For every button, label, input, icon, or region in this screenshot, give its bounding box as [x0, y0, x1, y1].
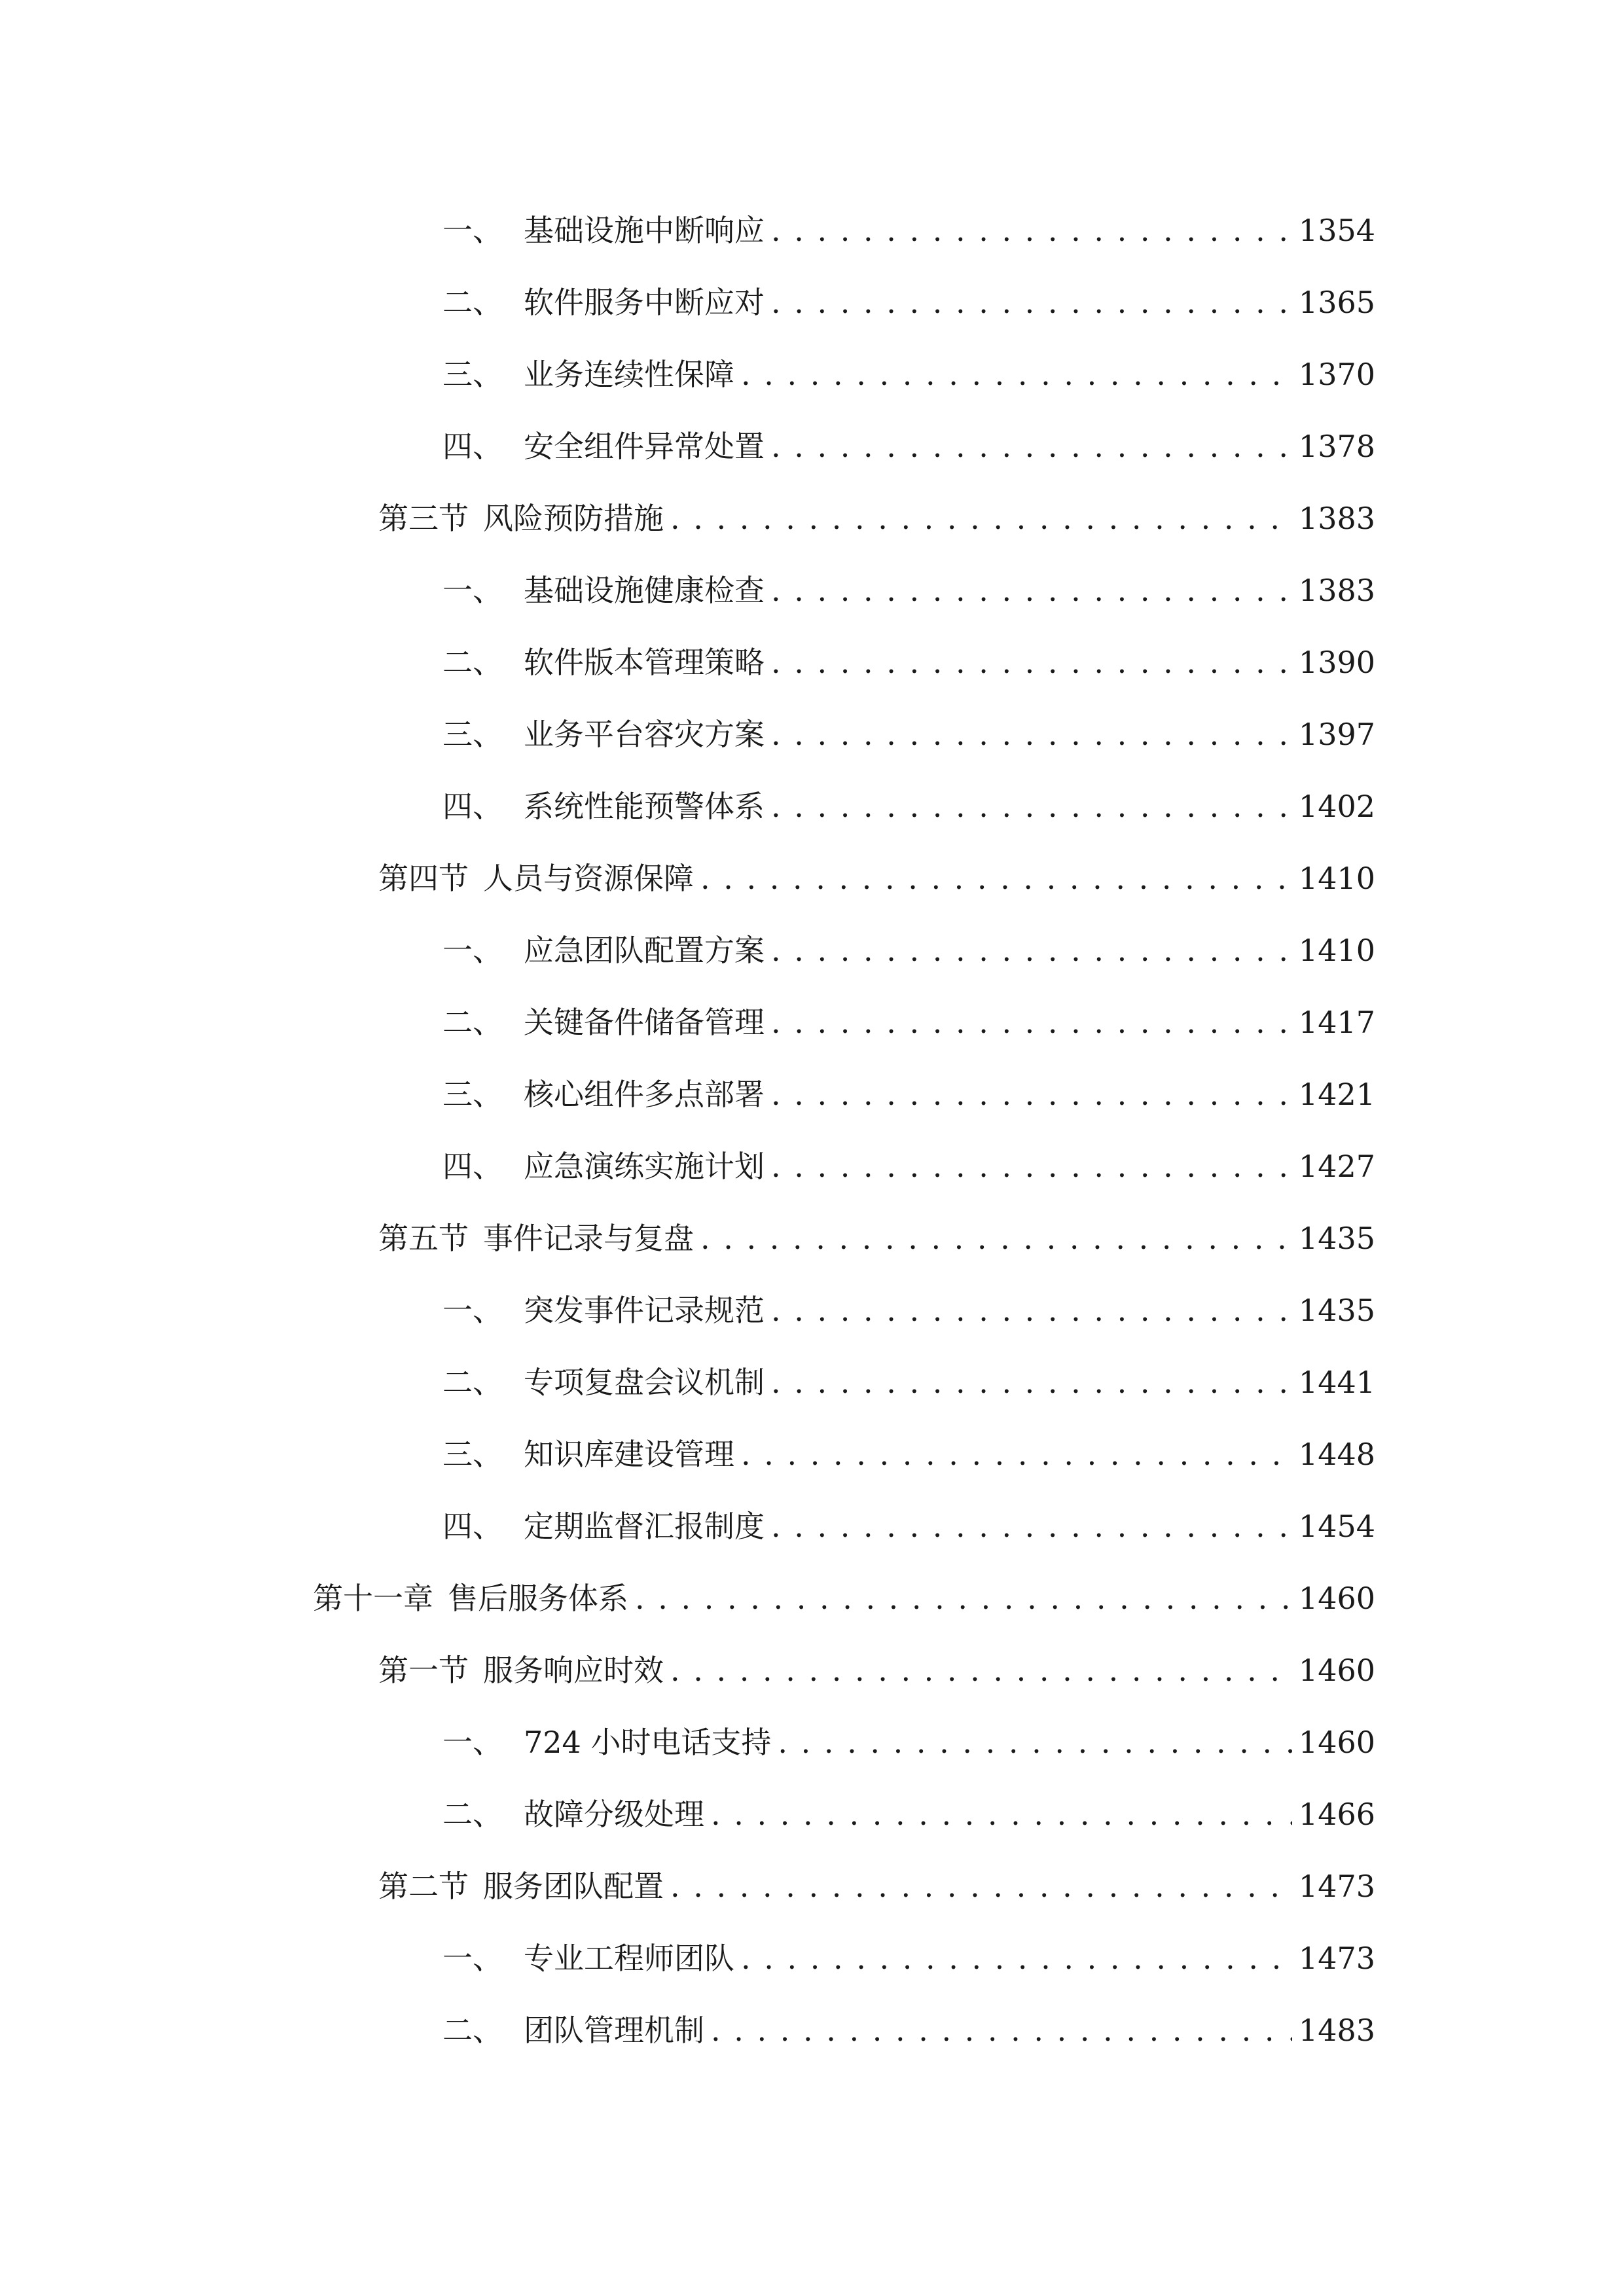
toc-entry[interactable]	[378, 852, 1375, 905]
entry-number: 一、	[442, 1941, 503, 1976]
entry-number: 一、	[442, 1725, 503, 1760]
dot-leader	[741, 1932, 1292, 1984]
dot-leader	[670, 1860, 1292, 1912]
dot-leader	[771, 924, 1292, 977]
dot-leader	[771, 636, 1292, 689]
entry-number: 第四节	[378, 861, 469, 896]
entry-title: 定期监督汇报制度	[524, 1509, 765, 1544]
entry-page-number: 1421	[1298, 1077, 1375, 1112]
entry-page-number: 1435	[1298, 1293, 1375, 1328]
entry-number: 一、	[442, 573, 503, 608]
toc-entry[interactable]	[442, 1356, 1375, 1408]
toc-entry[interactable]	[442, 2004, 1375, 2056]
entry-title: 软件版本管理策略	[524, 645, 765, 680]
entry-number: 二、	[442, 1797, 503, 1832]
toc-entry[interactable]	[442, 636, 1375, 689]
entry-page-number: 1473	[1298, 1941, 1375, 1976]
entry-page-number: 1448	[1298, 1437, 1375, 1472]
dot-leader	[741, 1428, 1292, 1480]
entry-number: 一、	[442, 1293, 503, 1328]
entry-title: 关键备件储备管理	[524, 1005, 765, 1040]
entry-page-number: 1460	[1298, 1653, 1375, 1688]
entry-number: 第一节	[378, 1653, 469, 1688]
entry-title: 故障分级处理	[524, 1797, 704, 1832]
entry-page-number: 1354	[1298, 213, 1375, 248]
toc-entry[interactable]	[378, 1860, 1375, 1912]
entry-page-number: 1370	[1298, 357, 1375, 392]
entry-title: 基础设施中断响应	[524, 213, 765, 248]
entry-page-number: 1378	[1298, 429, 1375, 464]
entry-number: 一、	[442, 213, 503, 248]
entry-page-number: 1417	[1298, 1005, 1375, 1040]
entry-number: 第三节	[378, 501, 469, 536]
toc-entry[interactable]	[442, 348, 1375, 401]
entry-number: 二、	[442, 285, 503, 320]
entry-page-number: 1427	[1298, 1149, 1375, 1184]
entry-number: 四、	[442, 1149, 503, 1184]
dot-leader	[771, 564, 1292, 617]
toc-entry[interactable]	[442, 1428, 1375, 1480]
toc-entry[interactable]	[442, 1716, 1375, 1768]
toc-entry[interactable]	[442, 780, 1375, 833]
dot-leader	[771, 1068, 1292, 1121]
entry-title: 应急演练实施计划	[524, 1149, 765, 1184]
entry-number: 二、	[442, 645, 503, 680]
toc-entry[interactable]	[442, 204, 1375, 257]
dot-leader	[771, 1140, 1292, 1193]
dot-leader	[700, 852, 1292, 905]
entry-page-number: 1402	[1298, 789, 1375, 824]
entry-number: 二、	[442, 1005, 503, 1040]
entry-page-number: 1460	[1298, 1581, 1375, 1616]
entry-page-number: 1397	[1298, 717, 1375, 752]
dot-leader	[771, 1500, 1292, 1552]
entry-page-number: 1473	[1298, 1869, 1375, 1904]
entry-title: 突发事件记录规范	[524, 1293, 765, 1328]
toc-entry[interactable]	[442, 708, 1375, 761]
entry-title: 软件服务中断应对	[524, 285, 765, 320]
entry-title: 风险预防措施	[483, 501, 664, 536]
entry-number: 四、	[442, 1509, 503, 1544]
entry-title: 服务团队配置	[483, 1869, 664, 1904]
entry-page-number: 1410	[1298, 861, 1375, 896]
entry-title: 核心组件多点部署	[524, 1077, 765, 1112]
toc-entry[interactable]	[313, 1572, 1375, 1624]
entry-number: 二、	[442, 2013, 503, 2048]
dot-leader	[771, 1356, 1292, 1408]
entry-page-number: 1383	[1298, 501, 1375, 536]
entry-number: 四、	[442, 789, 503, 824]
entry-number: 一、	[442, 933, 503, 968]
toc-entry[interactable]	[442, 1140, 1375, 1193]
dot-leader	[711, 1788, 1292, 1840]
entry-title: 系统性能预警体系	[524, 789, 765, 824]
entry-page-number: 1390	[1298, 645, 1375, 680]
entry-title: 专项复盘会议机制	[524, 1365, 765, 1400]
dot-leader	[771, 708, 1292, 761]
dot-leader	[771, 276, 1292, 329]
toc-entry[interactable]	[442, 1284, 1375, 1336]
entry-page-number: 1466	[1298, 1797, 1375, 1832]
entry-title: 知识库建设管理	[524, 1437, 734, 1472]
entry-title: 724 小时电话支持	[524, 1725, 772, 1760]
entry-number: 第十一章	[313, 1581, 433, 1616]
toc-entry[interactable]	[442, 1788, 1375, 1840]
entry-number: 三、	[442, 717, 503, 752]
entry-page-number: 1454	[1298, 1509, 1375, 1544]
entry-number: 三、	[442, 1437, 503, 1472]
dot-leader	[711, 2004, 1292, 2056]
entry-number: 四、	[442, 429, 503, 464]
toc-entry[interactable]	[442, 1500, 1375, 1552]
dot-leader	[670, 1644, 1292, 1696]
toc-entry[interactable]	[378, 1212, 1375, 1265]
entry-title: 人员与资源保障	[483, 861, 694, 896]
dot-leader	[771, 420, 1292, 473]
entry-title: 售后服务体系	[448, 1581, 628, 1616]
toc-entry[interactable]	[442, 276, 1375, 329]
entry-title: 团队管理机制	[524, 2013, 704, 2048]
entry-page-number: 1365	[1298, 285, 1375, 320]
toc-entry[interactable]	[378, 492, 1375, 545]
dot-leader	[778, 1716, 1292, 1768]
entry-title: 事件记录与复盘	[483, 1221, 694, 1256]
entry-title: 服务响应时效	[483, 1653, 664, 1688]
dot-leader	[741, 348, 1292, 401]
entry-number: 三、	[442, 1077, 503, 1112]
entry-page-number: 1435	[1298, 1221, 1375, 1256]
dot-leader	[700, 1212, 1292, 1265]
entry-page-number: 1383	[1298, 573, 1375, 608]
toc-entry[interactable]	[442, 1068, 1375, 1121]
entry-page-number: 1460	[1298, 1725, 1375, 1760]
dot-leader	[635, 1572, 1292, 1624]
toc-entry[interactable]	[378, 1644, 1375, 1696]
toc-entry[interactable]	[442, 924, 1375, 977]
entry-number: 三、	[442, 357, 503, 392]
entry-title: 安全组件异常处置	[524, 429, 765, 464]
dot-leader	[771, 780, 1292, 833]
entry-title: 应急团队配置方案	[524, 933, 765, 968]
entry-number: 第五节	[378, 1221, 469, 1256]
entry-title: 业务平台容灾方案	[524, 717, 765, 752]
entry-title: 业务连续性保障	[524, 357, 734, 392]
toc-entry[interactable]	[442, 420, 1375, 473]
toc-entry[interactable]	[442, 996, 1375, 1049]
entry-number: 二、	[442, 1365, 503, 1400]
entry-title: 专业工程师团队	[524, 1941, 734, 1976]
entry-page-number: 1483	[1298, 2013, 1375, 2048]
entry-page-number: 1410	[1298, 933, 1375, 968]
dot-leader	[670, 492, 1292, 545]
toc-entry[interactable]	[442, 1932, 1375, 1984]
dot-leader	[771, 1284, 1292, 1336]
entry-number: 第二节	[378, 1869, 469, 1904]
dot-leader	[771, 204, 1292, 257]
toc-entry[interactable]	[442, 564, 1375, 617]
dot-leader	[771, 996, 1292, 1049]
entry-page-number: 1441	[1298, 1365, 1375, 1400]
entry-title: 基础设施健康检查	[524, 573, 765, 608]
